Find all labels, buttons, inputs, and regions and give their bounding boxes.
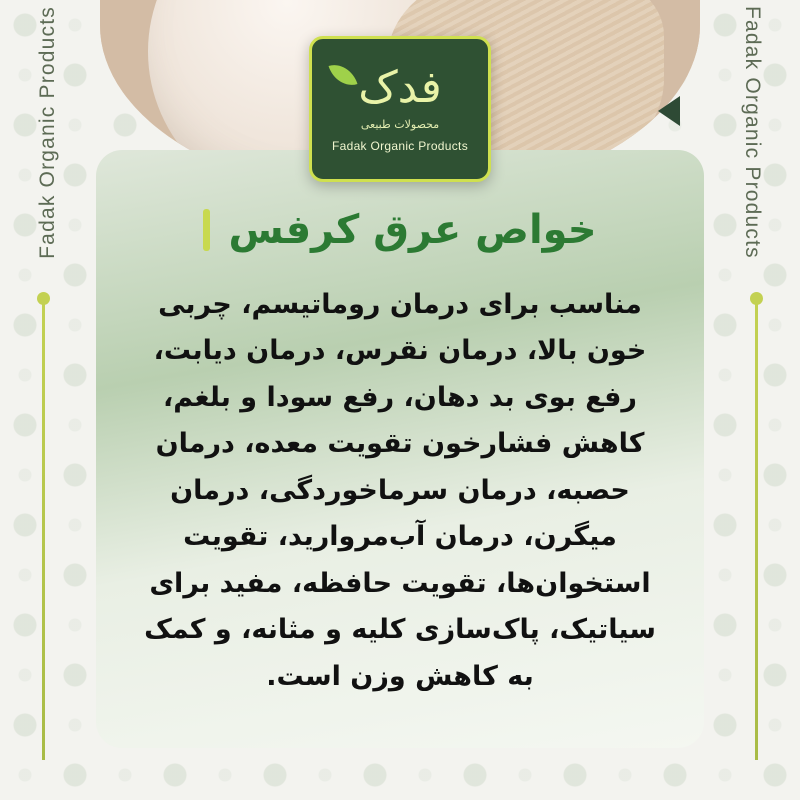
page-title: خواص عرق کرفس xyxy=(228,207,597,253)
logo-subtitle-en: Fadak Organic Products xyxy=(332,138,468,153)
brand-rail-left-text: Fadak Organic Products xyxy=(36,6,59,259)
rail-line-right xyxy=(755,300,758,760)
brand-rail-left xyxy=(0,0,96,800)
brand-logo-badge xyxy=(309,36,491,182)
play-triangle-icon xyxy=(658,96,680,126)
logo-wordmark: فدک xyxy=(358,66,442,110)
title-row xyxy=(203,206,596,254)
brand-rail-right-text: Fadak Organic Products xyxy=(741,6,764,259)
brand-rail-right xyxy=(704,0,800,800)
body-text: مناسب برای درمان روماتیسم، چربی خون بالا، درمان نقرس، درمان دیابت، رفع بوی بد دهان، رفع سودا و بلغم، کاهش فشارخون تقویت معده، درمان حصبه، درمان سرماخوردگی، درمان میگرن، درمان آب‌مروارید، تقویت استخوان‌ها، تقویت حافظه، مفید برای سیاتیک، پاک‌سازی کلیه و مثانه، و کمک به کاهش وزن است. xyxy=(144,289,656,692)
content-card xyxy=(96,150,704,748)
title-accent-bar xyxy=(203,209,210,251)
content-card-inner xyxy=(96,150,704,748)
rail-line-left xyxy=(42,300,45,760)
leaf-icon xyxy=(329,59,358,91)
logo-subtitle-fa: محصولات طبیعی xyxy=(360,117,440,131)
